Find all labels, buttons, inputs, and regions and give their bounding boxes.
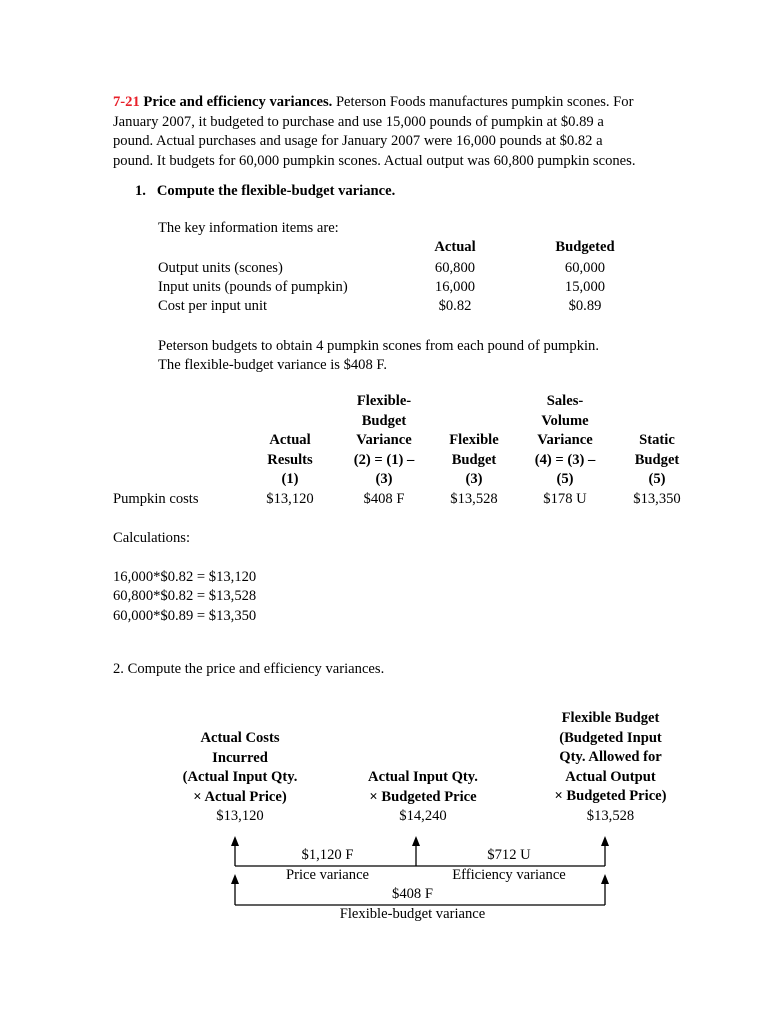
col-header-sales-volume-variance: Sales- Volume Variance (4) = (3) – (5)	[534, 393, 596, 487]
col-header-actual-results: Actual Results (1)	[267, 432, 313, 487]
key-info-intro: The key information items are:	[158, 220, 339, 236]
arrow-head-icon	[601, 874, 609, 884]
flexible-variance-value: $408 F	[392, 886, 433, 902]
calculation-line: 60,800*$0.82 = $13,528	[113, 588, 257, 604]
price-variance-value: $1,120 F	[301, 847, 354, 863]
value-actual-input-budgeted-price: $14,240	[399, 808, 447, 824]
col-header-actual-input-budgeted-price: Actual Input Qty. × Budgeted Price	[368, 769, 478, 805]
key-row-label: Cost per input unit	[158, 298, 268, 314]
arrow-head-icon	[601, 836, 609, 846]
col-header-flexible-budget-variance: Flexible- Budget Variance (2) = (1) – (3)	[353, 393, 415, 487]
key-row-actual: 60,800	[434, 260, 476, 276]
col-header-flexible-budget-allowed: Flexible Budget (Budgeted Input Qty. Allowed for Actual Output × Budgeted Price)	[554, 710, 667, 804]
price-variance-label: Price variance	[285, 867, 370, 883]
arrow-head-icon	[231, 874, 239, 884]
arrow-head-icon	[231, 836, 239, 846]
key-row-actual: $0.82	[438, 298, 472, 314]
part2-heading: 2. Compute the price and efficiency variances.	[113, 661, 385, 677]
calculation-line: 16,000*$0.82 = $13,120	[113, 569, 257, 585]
col-header-actual-costs-incurred: Actual Costs Incurred (Actual Input Qty. × Actual Price)	[182, 730, 298, 805]
value-flexible-budget-variance: $408 F	[363, 491, 405, 507]
arrow-head-icon	[412, 836, 420, 846]
note-flexible-variance: The flexible-budget variance is $408 F.	[158, 357, 388, 373]
efficiency-variance-value: $712 U	[487, 847, 531, 863]
key-row-label: Output units (scones)	[158, 260, 283, 276]
value-sales-volume-variance: $178 U	[543, 491, 587, 507]
key-row-budgeted: 60,000	[564, 260, 606, 276]
col-header-static-budget: Static Budget (5)	[634, 432, 680, 487]
key-row-budgeted: 15,000	[564, 279, 606, 295]
intro-line-1: Peterson Foods manufactures pumpkin scones. For	[335, 94, 634, 110]
intro-line-4: pound. It budgets for 60,000 pumpkin scones. Actual output was 60,800 pumpkin scones.	[113, 152, 636, 169]
efficiency-variance-label: Efficiency variance	[452, 867, 566, 883]
calculations-heading: Calculations:	[113, 530, 191, 546]
note-scones-per-pound: Peterson budgets to obtain 4 pumpkin scones from each pound of pumpkin.	[158, 338, 599, 354]
value-actual-costs-incurred: $13,120	[216, 808, 264, 824]
key-col-budgeted: Budgeted	[555, 239, 615, 255]
part1-heading: 1. Compute the flexible-budget variance.	[135, 183, 396, 199]
value-flexible-budget-allowed: $13,528	[586, 808, 635, 824]
value-static-budget: $13,350	[633, 491, 681, 507]
row-label-pumpkin-costs: Pumpkin costs	[113, 491, 199, 507]
calculation-line: 60,000*$0.89 = $13,350	[113, 608, 257, 624]
key-row-actual: 16,000	[434, 279, 476, 295]
value-flexible-budget: $13,528	[450, 491, 498, 507]
key-row-label: Input units (pounds of pumpkin)	[158, 279, 348, 295]
problem-title: Price and efficiency variances.	[143, 94, 333, 110]
key-col-actual: Actual	[434, 239, 476, 255]
flexible-variance-label: Flexible-budget variance	[339, 906, 486, 922]
problem-number: 7-21	[113, 94, 140, 110]
intro-line-3: pound. Actual purchases and usage for January 2007 were 16,000 pounds at $0.82 a	[113, 133, 603, 149]
value-actual-results: $13,120	[266, 491, 314, 507]
key-row-budgeted: $0.89	[568, 298, 602, 314]
intro-line-2: January 2007, it budgeted to purchase and use 15,000 pounds of pumpkin at $0.89 a	[113, 113, 604, 130]
col-header-flexible-budget: Flexible Budget (3)	[449, 432, 499, 487]
